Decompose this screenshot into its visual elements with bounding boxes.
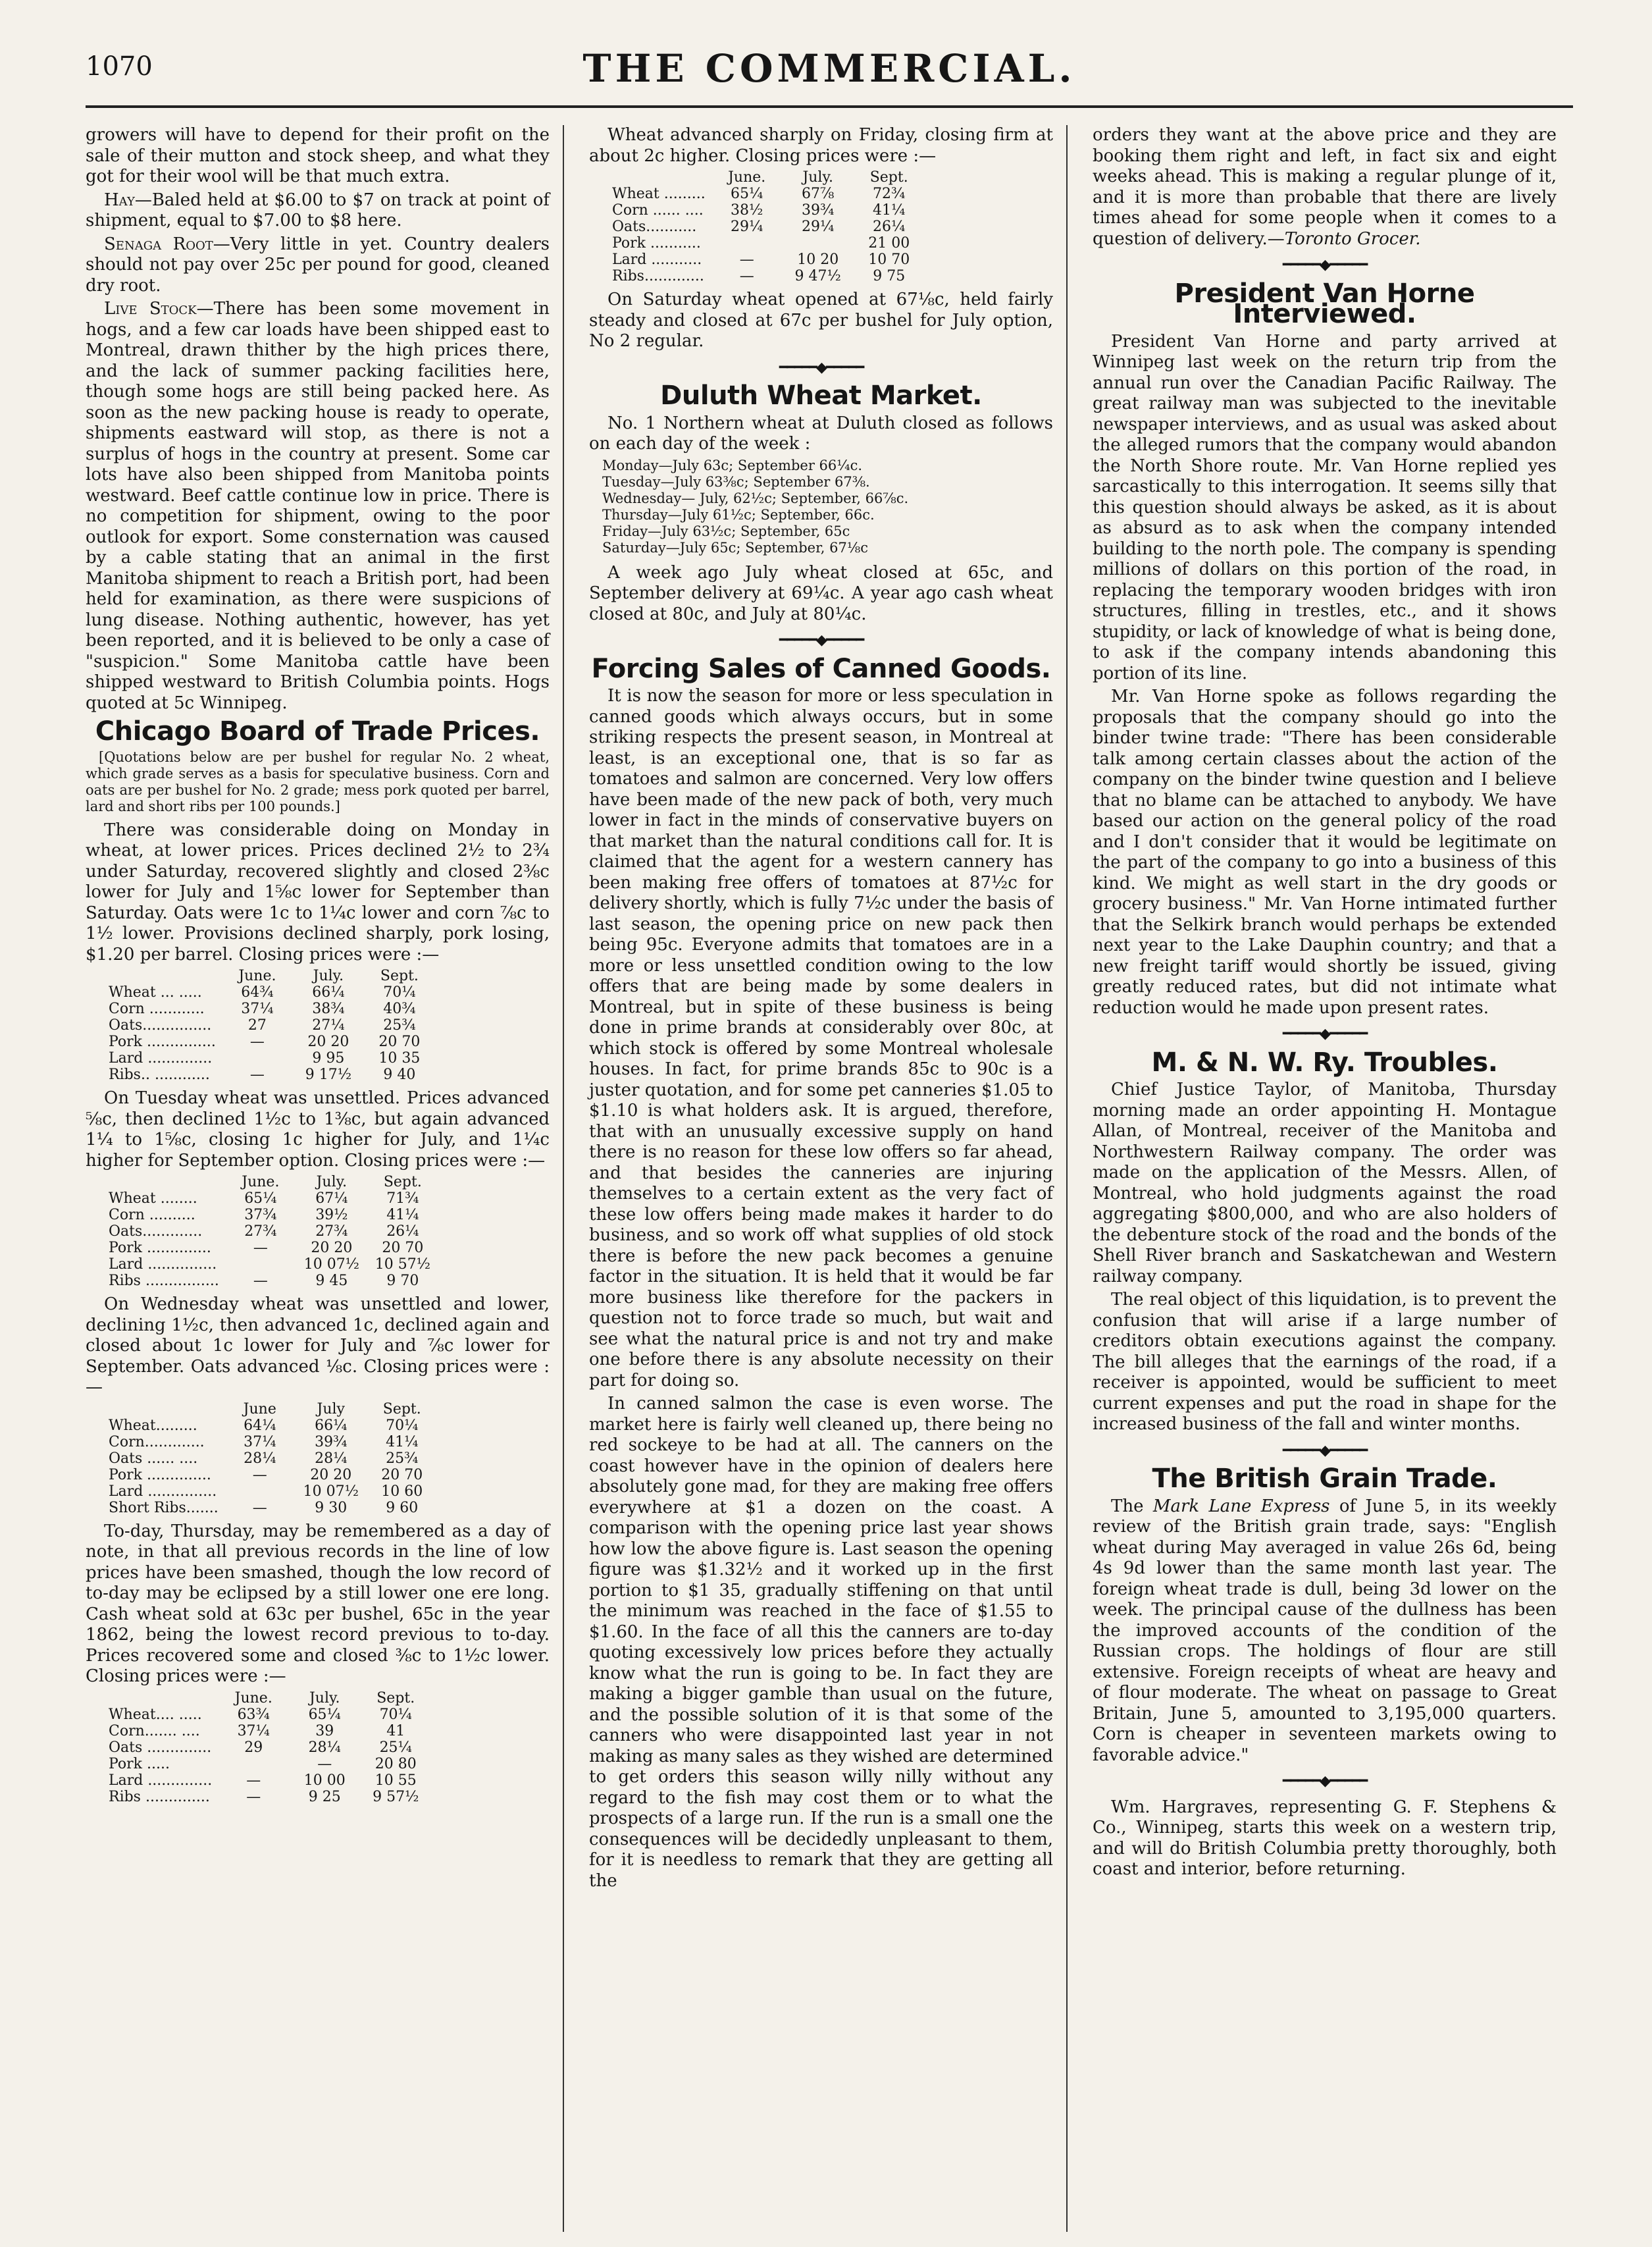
headline-grain: The British Grain Trade. <box>1152 1464 1497 1494</box>
price-cell: 10 55 <box>374 1772 417 1789</box>
table-row <box>109 1467 444 1483</box>
price-cell: 39½ <box>315 1207 348 1223</box>
list-item: Monday—July 63c; September 66¼c. <box>602 457 863 473</box>
price-cell: 38¾ <box>312 1001 345 1017</box>
table-row <box>109 1001 441 1017</box>
paragraph: Chief Justice Taylor, of Manitoba, Thursday morning made an order appointing H. Montague Allan, of Montreal, receiver of the Manitoba and Northwestern Railway company. The order was made on the application of the Messrs. Allen, of Montreal, who hold judgments against the road aggregating $800,000, and who are also holders of the debenture stock of the road and the bonds of the Shell River branch and Saskatchewan and Western railway company. <box>1093 1080 1557 1286</box>
price-cell <box>788 235 860 251</box>
paragraph <box>1093 1496 1557 1766</box>
table-row <box>109 1207 444 1223</box>
list-item: Saturday—July 65c; September, 67⅛c <box>602 539 868 556</box>
price-cell: 41 <box>386 1722 405 1739</box>
table-row <box>612 202 931 219</box>
header-cell: Sept. <box>382 1400 421 1417</box>
price-cell: 67⅞ <box>802 186 835 202</box>
price-cell: 10 70 <box>868 251 910 268</box>
paragraph: growers will have to depend for their profit on the sale of their mutton and stock sheep, and what they got for their wool will be that much extra. <box>86 125 550 186</box>
column-3 <box>1093 125 1557 1883</box>
paragraph-text: —Very little in yet. Country dealers should not pay over 25c per pound for good, cleaned dry root. <box>86 234 550 296</box>
table-row <box>109 1756 437 1772</box>
column-1 <box>86 125 550 1811</box>
price-cell <box>230 1483 301 1500</box>
paragraph-tuesday: On Tuesday wheat was unsettled. Prices advanced ⅝c, then declined 1½c to 1⅜c, but again advanced 1¼ to 1⅝c, closing 1c higher for July, and 1¼c higher for September option. Closing prices were :— <box>86 1088 550 1171</box>
row-label: Wheat ........ <box>109 1190 197 1207</box>
table-row <box>109 1483 444 1500</box>
page-header <box>86 46 1573 99</box>
price-cell: 28¼ <box>244 1450 276 1467</box>
table-row <box>109 1789 437 1805</box>
price-cell: 66¼ <box>312 984 345 1001</box>
table-row <box>109 1256 444 1273</box>
price-cell <box>717 235 788 251</box>
price-cell: 20 20 <box>311 1240 353 1256</box>
header-cell <box>109 1174 231 1190</box>
price-cell: — <box>246 1788 261 1805</box>
paragraph: Mr. Van Horne spoke as follows regarding the proposals that the company should go into the binder twine trade: "There has been considerable talk among certain classes about the action of the company on the binder twine question and I believe that no blame can be attached to anybody. We have based our action on the general policy of the road and I don't consider that it would be legitimate on the part of the company to go into a business of this kind. We might as well start in the dry goods or grocery business." Mr. Van Horne intimated further that the Selkirk branch would perhaps be extended next year to the Lake Dauphin country; and that a new freight tariff would shortly be issued, giving greatly reduced rates, but did not intimate what reduction would he made upon present rates. <box>1093 687 1557 1018</box>
header-cell <box>109 1690 224 1706</box>
table-header-row <box>109 1401 444 1417</box>
table-row <box>109 1050 441 1067</box>
paragraph-text: orders they want at the above price and they are booking them right and left, in fact six and eight weeks ahead. This is making a regular plunge of it, and it is more than probable that there are lively times ahead for some people when it comes to a question of delivery.— <box>1093 125 1557 249</box>
column-divider <box>563 125 564 2232</box>
price-cell: 67¼ <box>315 1190 348 1207</box>
table-row <box>109 1772 437 1789</box>
price-cell: — <box>252 1499 267 1516</box>
price-cell: — <box>249 1034 265 1050</box>
row-label: Lard .............. <box>109 1772 213 1789</box>
price-cell: 37¾ <box>244 1207 277 1223</box>
row-label: Pork .............. <box>109 1466 211 1483</box>
paragraph-saturday: On Saturday wheat opened at 67⅛c, held fairly steady and closed at 67c per bushel for July option, No 2 regular. <box>589 290 1053 351</box>
price-cell <box>228 1050 299 1067</box>
price-cell: 9 30 <box>315 1499 348 1516</box>
price-cell: 29¼ <box>802 219 835 235</box>
paragraph-senaga <box>86 234 550 297</box>
row-label: Lard .............. <box>109 1050 213 1067</box>
price-cell: 27¼ <box>312 1017 345 1034</box>
section-separator: ━━━━━◆━━━━━ <box>779 632 864 648</box>
price-cell: 66¼ <box>315 1417 348 1434</box>
price-cell: 21 00 <box>868 235 910 251</box>
paragraph-duluth-intro: No. 1 Northern wheat at Duluth closed as follows on each day of the week : <box>589 413 1053 454</box>
paragraph-text: —Baled held at $6.00 to $7 on track at point of shipment, equal to $7.00 to $8 here. <box>86 190 550 230</box>
price-cell: 63¾ <box>237 1706 270 1723</box>
price-cell: 26¼ <box>386 1223 419 1240</box>
price-cell: — <box>246 1772 261 1789</box>
table-row <box>612 219 931 235</box>
paragraph-wednesday: On Wednesday wheat was unsettled and lower, declining 1½c, then advanced 1c, declined again and closed about 1c lower for July and ⅞c lower for September. Oats advanced ⅛c. Closing prices were :— <box>86 1294 550 1397</box>
paragraph-text: —There has been some movement in hogs, and a few car loads have been shipped east to Montreal, drawn thither by the high prices there, and the lack of summer packing facilities here, though some hogs are still being packed here. As soon as the new packing house is ready to operate, shipments eastward will stop, as there is not a surplus of hogs in the country at present. Some car lots have also been shipped from Manitoba points westward. Beef cattle continue low in price. There is no competition for shipment, owing to the poor outlook for export. Some consternation was caused by a cable stating that an animal in the first Manitoba shipment to reach a British port, had been held for examination, as there were suspicions of lung disease. Nothing authentic, however, has yet been reported, and it is believed to be only a case of "suspicion." Some Manitoba cattle have been shipped westward to British Columbia points. Hogs quoted at 5c Winnipeg. <box>86 299 550 713</box>
header-cell: July. <box>316 1174 348 1190</box>
price-cell: 70¼ <box>383 984 416 1001</box>
price-cell: 10 20 <box>797 251 839 268</box>
price-cell: 20 70 <box>382 1240 424 1256</box>
table-row <box>109 1723 437 1739</box>
paragraph: In canned salmon the case is even worse. The market here is fairly well cleaned up, there being no red sockeye to be had at all. The canners on the coast however have in the opinion of dealers here absolutely gone mad, for they are making free offers everywhere at $1 a dozen on the coast. A comparison with the opening price last year shows how low the above figure is. Last season the opening figure was $1.32½ and it worked up in the first portion to $1 35, gradually stiffening on that until the minimum was reached in the face of $1.55 to $1.60. In the face of all this the canners are to-day quoting excessively low prices before they actually know what the run is going to be. In fact they are making a bigger gamble than usual on the future, and the possible solution of it is that some of the canners who were disappointed last year in not making as many sales as they wished are determined to get orders this season willy nilly without any regard to the fish may cost them or to what the prospects of a large run. If the run is a small one the consequences will be decidedly unpleasant to them, for it is needless to remark that they are getting all the <box>589 1394 1053 1891</box>
price-cell: — <box>252 1466 267 1483</box>
price-cell: 64¼ <box>244 1417 276 1434</box>
price-cell: 10 60 <box>381 1483 423 1500</box>
price-cell: 39¾ <box>315 1433 348 1450</box>
row-label: Lard ........... <box>612 251 702 268</box>
price-cell: 65¼ <box>244 1190 277 1207</box>
paragraph-hay <box>86 190 550 232</box>
row-label: Oats........... <box>612 219 697 235</box>
header-cell: Sept. <box>380 968 419 984</box>
price-cell: 10 35 <box>378 1050 421 1067</box>
price-cell: — <box>317 1755 332 1772</box>
list-item: Wednesday— July, 62½c; September, 66⅞c. <box>602 490 909 506</box>
header-cell: June. <box>728 169 766 186</box>
paragraph: Wm. Hargraves, representing G. F. Stephens & Co., Winnipeg, starts this week on a western trip, and will do British Columbia pretty thoroughly, both coast and interior, before returning. <box>1093 1797 1557 1879</box>
row-label: Wheat ......... <box>612 186 706 202</box>
price-cell: 20 80 <box>374 1755 417 1772</box>
price-cell: 41¼ <box>873 202 906 219</box>
header-cell <box>109 968 228 984</box>
row-label: Corn .......... <box>109 1207 195 1223</box>
list-item: Friday—July 63½c; September, 65c <box>602 523 850 539</box>
row-label: Ribs .............. <box>109 1788 210 1805</box>
price-table <box>612 169 931 284</box>
row-label: Ribs ................ <box>109 1273 219 1289</box>
table-row <box>109 1067 441 1083</box>
row-label: Pork ........... <box>612 235 701 251</box>
price-cell: 71¾ <box>386 1190 419 1207</box>
table-row <box>109 1739 437 1756</box>
masthead-title: THE COMMERCIAL. <box>582 46 1076 91</box>
price-cell <box>231 1256 302 1273</box>
row-label: Ribs.. ............ <box>109 1067 210 1083</box>
price-cell: 20 20 <box>310 1466 352 1483</box>
price-cell: 20 70 <box>381 1466 423 1483</box>
paragraph-thursday: To-day, Thursday, may be remembered as a day of note, in that all previous records in the line of low prices have been smashed, though the low record of to-day may be eclipsed by a still lower one ere long. Cash wheat sold at 63c per bushel, 65c in the year 1862, being the lowest record previous to to-day. Prices recovered some and closed ⅜c to 1½c lower. Closing prices were :— <box>86 1521 550 1686</box>
table-header-row <box>109 1174 444 1190</box>
price-cell: 26¼ <box>873 219 906 235</box>
column-2 <box>589 125 1053 1894</box>
paragraph: President Van Horne and party arrived at Winnipeg last week on the return trip from the annual run over the Canadian Pacific Railway. The great railway man was subjected to the inevitable newspaper interviews, and as usual was asked about the alleged rumors that the company would abandon the North Shore route. Mr. Van Horne replied yes sarcastically to this interrogation. It seems silly that this question should always be asked, as it is about as absurd as to ask when the company intended building to the north pole. The company is spending millions of dollars on this portion of the road, in replacing the temporary wooden bridges with iron structures, filling in trestles, etc., and it shows stupidity, or lack of knowledge of what is being done, to ask if the company intends abandoning this portion of its line. <box>1093 331 1557 683</box>
list-item: Thursday—July 61½c; September, 66c. <box>602 506 875 523</box>
price-cell: 70¼ <box>386 1417 419 1434</box>
duluth-daily-list <box>602 458 1053 556</box>
paragraph-monday: There was considerable doing on Monday in wheat, at lower prices. Prices declined 2½ to 2¾ under Saturday, recovered slightly and closed 2⅜c lower for July and 1⅝c lower for September than Saturday. Oats were 1c to 1¼c lower and corn ⅞c to 1½ lower. Provisions declined sharply, pork losing, $1.20 per barrel. Closing prices were :— <box>86 820 550 965</box>
header-cell: Sept. <box>376 1689 415 1706</box>
row-label: Corn....... .... <box>109 1722 200 1739</box>
header-cell: July. <box>313 968 344 984</box>
table-row <box>109 1500 444 1516</box>
table-row <box>109 1273 444 1289</box>
row-label: Wheat......... <box>109 1417 197 1434</box>
header-cell <box>109 1401 230 1417</box>
price-cell <box>224 1756 295 1772</box>
table-row <box>612 251 931 268</box>
price-cell: 37¼ <box>241 1001 274 1017</box>
section-separator: ━━━━━◆━━━━━ <box>779 359 864 376</box>
price-cell: 29 <box>244 1739 263 1756</box>
table-header-row <box>109 1690 437 1706</box>
headline-canned: Forcing Sales of Canned Goods. <box>591 653 1051 684</box>
price-cell: 9 75 <box>873 268 906 284</box>
paragraph: It is now the season for more or less speculation in canned goods which always occurs, but in some striking respects the present season, in Montreal at least, is an exceptional one, that is so far as tomatoes and salmon are concerned. Very low offers have been made of the new pack of both, very much lower in fact in the minds of conservative buyers on that market than the natural conditions call for. It is claimed that the agent for a western cannery has been making free offers of tomatoes at 87½c for delivery shortly, which is fully 7½c under the basis of last season, the opening price on new pack then being 95c. Everyone admits that tomatoes are in a more or less unsettled condition owing to the low offers that are being made by some dealers in Montreal, but in spite of these business is being done in prime brands at considerably over 80c, at which stock is offered by some Montreal wholesale houses. In fact, for prime brands 85c to 90c is a juster quotation, and for some pet canneries $1.05 to $1.10 is what holders ask. It is argued, therefore, that with an unusually excessive supply on hand there is no reason for these low offers so far ahead, and that besides the canneries are injuring themselves to a certain extent as the very fact of these low offers being made makes it harder to do business, and so work off what supplies of old stock there is before the new pack becomes a genuine factor in the situation. It is held that it would be far more business like therefore for the packers in question not to force trade so much, but wait and see what the natural price is and not try and make one before there is any absolute necessity on their part for doing so. <box>589 686 1053 1390</box>
header-cell: June. <box>238 968 276 984</box>
table-row <box>109 1017 441 1034</box>
price-cell: 10 07½ <box>303 1483 359 1500</box>
lead-word: Hay <box>104 190 135 210</box>
price-cell: 9 57½ <box>373 1788 419 1805</box>
price-cell: 25¼ <box>379 1739 412 1756</box>
header-cell <box>612 169 717 186</box>
row-label: Pork ..... <box>109 1755 170 1772</box>
section-separator: ━━━━━◆━━━━━ <box>1282 1442 1367 1459</box>
table-row <box>612 235 931 251</box>
price-cell: — <box>739 268 754 284</box>
paragraph-duluth-close: A week ago July wheat closed at 65c, and September delivery at 69¼c. A year ago cash wheat closed at 80c, and July at 80¼c. <box>589 562 1053 624</box>
price-cell: 41¼ <box>386 1207 419 1223</box>
list-item: Tuesday—July 63⅜c; September 67⅜. <box>602 473 870 490</box>
price-cell: 9 70 <box>386 1273 419 1289</box>
price-cell: 28¼ <box>308 1739 341 1756</box>
header-cell: Sept. <box>869 169 908 186</box>
page-number: 1070 <box>86 51 153 82</box>
row-label: Lard ............... <box>109 1256 217 1273</box>
price-cell: 9 45 <box>315 1273 348 1289</box>
section-separator: ━━━━━◆━━━━━ <box>1282 257 1367 273</box>
section-separator: ━━━━━◆━━━━━ <box>1282 1773 1367 1789</box>
price-cell: 27¾ <box>315 1223 348 1240</box>
column-divider <box>1066 125 1068 2232</box>
price-cell: 10 07½ <box>303 1256 360 1273</box>
row-label: Short Ribs....... <box>109 1499 219 1516</box>
table-row <box>109 1190 444 1207</box>
price-cell: 9 40 <box>383 1067 416 1083</box>
price-cell: 9 95 <box>312 1050 345 1067</box>
lead-word: Senaga Root <box>104 234 213 254</box>
row-label: Corn............. <box>109 1433 205 1450</box>
header-cell: July. <box>802 169 833 186</box>
price-cell: 72¾ <box>873 186 906 202</box>
table-row <box>109 1417 444 1434</box>
paragraph-friday: Wheat advanced sharply on Friday, closing firm at about 2c higher. Closing prices were :— <box>589 125 1053 166</box>
price-cell: 20 70 <box>378 1034 421 1050</box>
row-label: Corn ...... .... <box>612 202 704 219</box>
header-cell: June. <box>242 1174 280 1190</box>
price-cell: 28¼ <box>315 1450 348 1467</box>
price-cell: 10 57½ <box>374 1256 431 1273</box>
price-cell: 29¼ <box>731 219 763 235</box>
price-table <box>109 968 441 1083</box>
price-cell: 70¼ <box>379 1706 412 1723</box>
header-cell: June. <box>234 1689 272 1706</box>
table-row <box>612 186 931 202</box>
price-cell: 10 00 <box>303 1772 346 1789</box>
table-row <box>109 1706 437 1723</box>
row-label: Oats .............. <box>109 1739 212 1756</box>
table-row <box>109 1034 441 1050</box>
table-header-row <box>109 968 441 984</box>
table-row <box>109 1223 444 1240</box>
table-row <box>109 1240 444 1256</box>
price-cell: 25¾ <box>383 1017 416 1034</box>
price-cell: — <box>739 251 754 268</box>
header-cell: July. <box>309 1689 340 1706</box>
price-cell: — <box>249 1067 265 1083</box>
price-cell: 9 47½ <box>794 268 841 284</box>
publication-name: Mark Lane Express <box>1152 1496 1330 1516</box>
price-cell: 9 60 <box>386 1499 419 1516</box>
header-cell: June <box>243 1400 276 1417</box>
row-label: Wheat ... ..... <box>109 984 202 1001</box>
lead-word: Live Stock <box>104 299 197 319</box>
quotation-note: [Quotations below are per bushel for regular No. 2 wheat, which grade serves as a basis for speculative business. Corn and oats are per bushel for No. 2 grade; mess pork quoted per barrel, lard and short ribs per 100 pounds.] <box>86 749 550 814</box>
price-cell: 27 <box>247 1017 267 1034</box>
price-cell: 27¾ <box>244 1223 277 1240</box>
row-label: Oats ...... .... <box>109 1450 198 1467</box>
table-row <box>109 1450 444 1467</box>
price-cell: 65¼ <box>308 1706 341 1723</box>
price-table <box>109 1174 444 1289</box>
price-cell: 25¾ <box>386 1450 419 1467</box>
price-cell: 40¾ <box>383 1001 416 1017</box>
row-label: Pork .............. <box>109 1240 211 1256</box>
headline-mnw: M. & N. W. Ry. Troubles. <box>1151 1047 1498 1078</box>
paragraph-livestock <box>86 299 550 714</box>
paragraph <box>1093 125 1557 250</box>
price-cell: 39¾ <box>802 202 835 219</box>
row-label: Wheat.... ..... <box>109 1706 202 1723</box>
table-row <box>109 984 441 1001</box>
paragraph-text: The <box>1111 1496 1153 1516</box>
header-rule <box>86 105 1573 108</box>
header-cell: July <box>317 1400 345 1417</box>
price-cell: 38½ <box>731 202 763 219</box>
headline-vanhorne: President Van Horne Interviewed. <box>1174 278 1475 329</box>
table-header-row <box>612 169 931 186</box>
row-label: Corn ............ <box>109 1001 205 1017</box>
price-cell: 37¼ <box>244 1433 276 1450</box>
price-cell: 41¼ <box>386 1433 419 1450</box>
header-cell: Sept. <box>383 1174 422 1190</box>
price-cell: 65¼ <box>731 186 763 202</box>
price-cell: 37¼ <box>237 1722 270 1739</box>
price-cell: 9 25 <box>308 1788 341 1805</box>
paragraph: The real object of this liquidation, is to prevent the confusion that will arise if a large number of creditors obtain executions against the company. The bill alleges that the earnings of the road, if a receiver is appointed, would be sufficient to meet current expenses and put the road in shape for the increased business of the fall and winter months. <box>1093 1290 1557 1434</box>
row-label: Oats............... <box>109 1017 212 1034</box>
source-credit: Toronto Grocer. <box>1284 228 1421 249</box>
price-cell: 64¾ <box>241 984 274 1001</box>
row-label: Lard ............... <box>109 1483 217 1500</box>
row-label: Oats............. <box>109 1223 203 1240</box>
headline-duluth: Duluth Wheat Market. <box>660 381 982 411</box>
price-cell: 20 20 <box>307 1034 349 1050</box>
row-label: Ribs............. <box>612 268 704 284</box>
price-cell: — <box>253 1240 268 1256</box>
price-cell: 39 <box>315 1722 334 1739</box>
section-separator: ━━━━━◆━━━━━ <box>1282 1026 1367 1042</box>
table-row <box>109 1434 444 1450</box>
price-table <box>109 1401 444 1516</box>
price-table <box>109 1690 437 1805</box>
table-row <box>612 268 931 284</box>
price-cell: 9 17½ <box>305 1067 352 1083</box>
row-label: Pork ............... <box>109 1034 216 1050</box>
price-cell: — <box>253 1273 268 1289</box>
paragraph-text: of June 5, in its weekly review of the British grain trade, says: "English wheat during May averaged in value 26s 6d, being 4s 9d lower than the same month last year. The foreign wheat trade is dull, being 3d lower on the week. The principal cause of the dullness has been the improved accounts of the condition of the Russian crops. The holdings of flour are still extensive. Foreign receipts of wheat are heavy and of flour moderate. The wheat on passage to Great Britain, June 5, amounted to 3,195,000 quarters. Corn is cheaper in seventeen markets owing to favorable advice." <box>1093 1496 1557 1765</box>
headline-chicago: Chicago Board of Trade Prices. <box>95 716 540 747</box>
